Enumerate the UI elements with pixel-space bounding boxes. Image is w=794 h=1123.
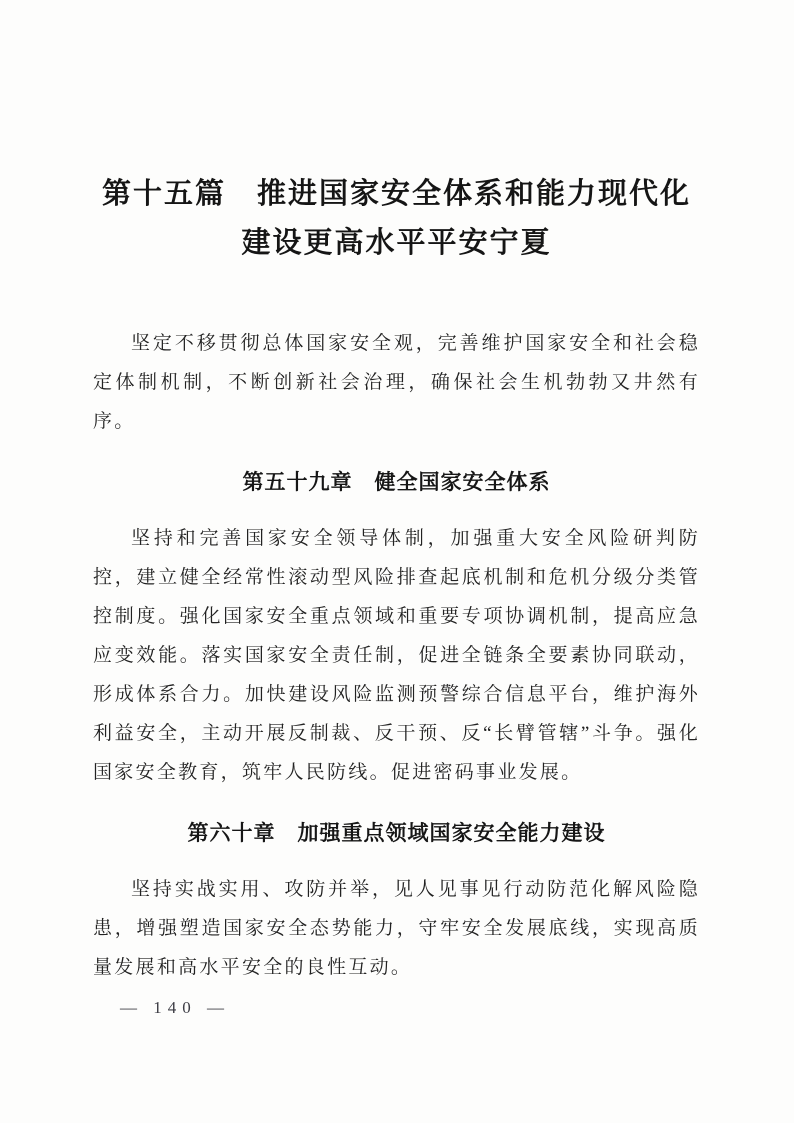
part-title [93,170,700,268]
intro-paragraph: 坚定不移贯彻总体国家安全观，完善维护国家安全和社会稳定体制机制，不断创新社会治理，确保社会生机勃勃又井然有序。 [93,333,700,432]
chapter-60-paragraph: 坚持实战实用、攻防并举，见人见事见行动防范化解风险隐患，增强塑造国家安全态势能力，守牢安全发展底线，实现高质量发展和高水平安全的良性互动。 [93,879,700,978]
page-number: — 140 — [120,998,230,1017]
part-title-line-1: 第十五篇 推进国家安全体系和能力现代化 [101,178,691,210]
chapter-59-heading: 第五十九章 健全国家安全体系 [242,470,551,494]
part-title-line-2: 建设更高水平平安宁夏 [241,227,552,259]
chapter-60-heading: 第六十章 加强重点领域国家安全能力建设 [187,821,606,845]
chapter-59-paragraph: 坚持和完善国家安全领导体制，加强重大安全风险研判防控，建立健全经常性滚动型风险排查起底机制和危机分级分类管控制度。强化国家安全重点领域和重要专项协调机制，提高应急应变效能。落实国家安全责任制，促进全链条全要素协同联动，形成体系合力。加快建设风险监测预警综合信息平台，维护海外利益安全，主动开展反制裁、反干预、反“长臂管辖”斗争。强化国家安全教育，筑牢人民防线。促进密码事业发展。 [93,528,700,783]
